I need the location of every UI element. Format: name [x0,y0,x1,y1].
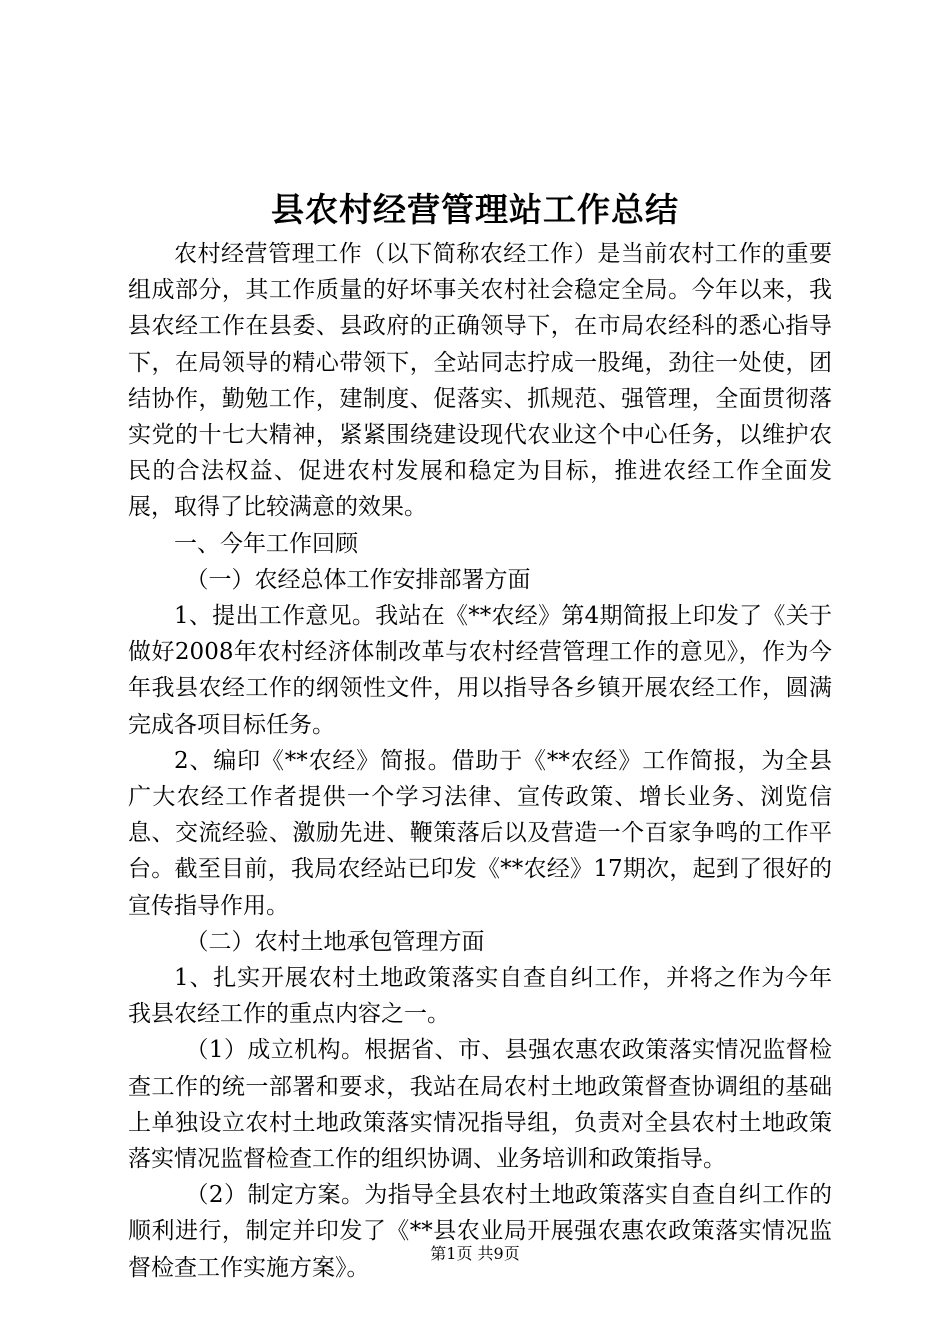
sub-item-paragraph-plan: （2）制定方案。为指导全县农村土地政策落实自查自纠工作的顺利进行，制定并印发了《**县农业局开展强农惠农政策落实情况监督检查工作实施方案》。 [128,1182,832,1281]
page-number-footer: 第1页 共9页 [430,1244,520,1263]
document-title: 县农村经营管理站工作总结 [271,190,679,229]
subsection-heading-land: （二）农村土地承包管理方面 [185,928,485,955]
sub-item-paragraph-organization: （1）成立机构。根据省、市、县强农惠农政策落实情况监督检查工作的统一部署和要求，我站在局农村土地政策督查协调组的基础上单独设立农村土地政策落实情况指导组，负责对全县农村土地政策落实情况监督检查工作的组织协调、业务培训和政策指导。 [128,1037,832,1173]
item-paragraph-briefing: 2、编印《**农经》简报。借助于《**农经》工作简报，为全县广大农经工作者提供一个学习法律、宣传政策、增长业务、浏览信息、交流经验、激励先进、鞭策落后以及营造一个百家争鸣的工作平台。截至目前，我局农经站已印发《**农经》17期次，起到了很好的宣传指导作用。 [128,747,832,919]
item-paragraph-opinion: 1、提出工作意见。我站在《**农经》第4期简报上印发了《关于做好2008年农村经济体制改革与农村经营管理工作的意见》，作为今年我县农经工作的纲领性文件，用以指导各乡镇开展农经工作，圆满完成各项目标任务。 [128,603,832,738]
intro-paragraph: 农村经营管理工作（以下简称农经工作）是当前农村工作的重要组成部分，其工作质量的好坏事关农村社会稳定全局。今年以来，我县农经工作在县委、县政府的正确领导下，在市局农经科的悉心指导下，在局领导的精心带领下，全站同志拧成一股绳，劲往一处使，团结协作，勤勉工作，建制度、促落实、抓规范、强管理，全面贯彻落实党的十七大精神，紧紧围绕建设现代农业这个中心任务，以维护农民的合法权益、促进农村发展和稳定为目标，推进农经工作全面发展，取得了比较满意的效果。 [128,241,832,521]
section-heading-review: 一、今年工作回顾 [174,530,358,557]
subsection-heading-overall: （一）农经总体工作安排部署方面 [185,566,531,593]
document-body [128,236,832,1286]
item-paragraph-self-check: 1、扎实开展农村土地政策落实自查自纠工作，并将之作为今年我县农经工作的重点内容之一。 [128,965,832,1028]
